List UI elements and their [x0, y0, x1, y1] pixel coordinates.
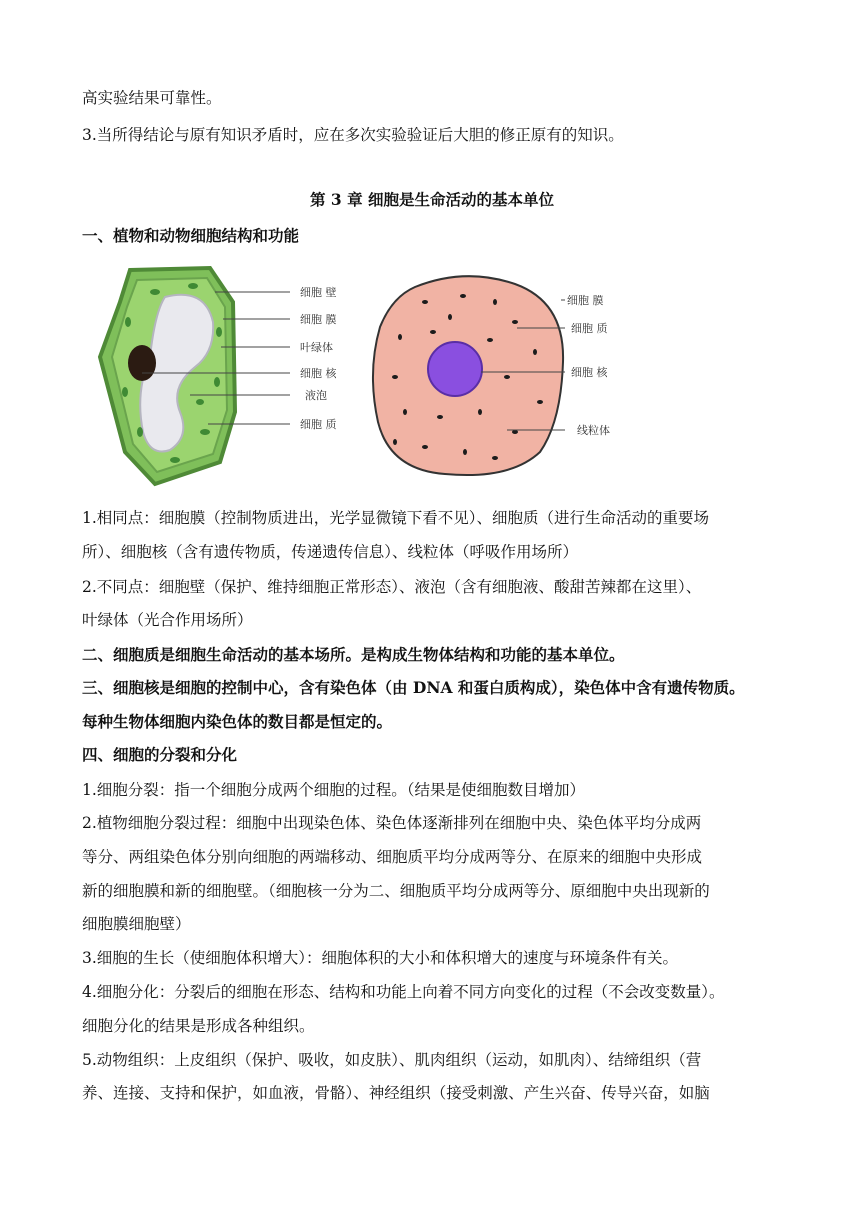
text-line: 养、连接、支持和保护，如血液，骨骼）、神经组织（接受刺激、产生兴奋、传导兴奋，如脑	[82, 1084, 710, 1102]
text-line: 1.相同点：细胞膜（控制物质进出，光学显微镜下看不见）、细胞质（进行生命活动的重要场	[82, 509, 710, 527]
text-line: 5.动物组织：上皮组织（保护、吸收，如皮肤）、肌肉组织（运动，如肌肉）、结缔组织（营	[82, 1051, 702, 1069]
label-nucleus: 细胞 核	[300, 367, 337, 380]
text-line: 4.细胞分化：分裂后的细胞在形态、结构和功能上向着不同方向变化的过程（不会改变数量）。	[82, 983, 725, 1001]
text-line: 所）、细胞核（含有遗传物质，传递遗传信息）、线粒体（呼吸作用场所）	[82, 543, 579, 561]
text-line: 3.细胞的生长（使细胞体积增大）：细胞体积的大小和体积增大的速度与环境条件有关。	[82, 949, 679, 967]
chapter-title: 第 3 章 细胞是生命活动的基本单位	[310, 190, 554, 209]
text-line: 每种生物体细胞内染色体的数目都是恒定的。	[82, 712, 393, 731]
text-line: 高实验结果可靠性。	[82, 89, 222, 107]
text-line: 细胞膜细胞壁）	[82, 915, 191, 933]
label-animal-nucleus: 细胞 核	[571, 366, 608, 379]
cell-structure-figure	[95, 262, 655, 492]
section-heading: 三、细胞核是细胞的控制中心，含有染色体（由 DNA 和蛋白质构成），染色体中含有遗传物质。	[82, 678, 745, 697]
text-line: 2.不同点：细胞壁（保护、维持细胞正常形态）、液泡（含有细胞液、酸甜苦辣都在这里）、	[82, 578, 702, 596]
text-line: 细胞分化的结果是形成各种组织。	[82, 1017, 315, 1035]
section-heading: 四、细胞的分裂和分化	[82, 745, 238, 764]
label-animal-cell-membrane: 细胞 膜	[567, 294, 604, 307]
text-line: 等分、两组染色体分别向细胞的两端移动、细胞质平均分成两等分、在原来的细胞中央形成	[82, 848, 703, 866]
label-cytoplasm: 细胞 质	[300, 418, 337, 431]
label-animal-cytoplasm: 细胞 质	[571, 322, 608, 335]
animal-cell-diagram	[373, 276, 610, 475]
text-line: 叶绿体（光合作用场所）	[82, 611, 253, 629]
label-cell-membrane: 细胞 膜	[300, 313, 337, 326]
text-line: 3.当所得结论与原有知识矛盾时，应在多次实验验证后大胆的修正原有的知识。	[82, 126, 624, 144]
label-cell-wall: 细胞 壁	[300, 286, 337, 299]
label-chloroplast: 叶绿体	[300, 341, 333, 354]
text-line: 新的细胞膜和新的细胞壁。（细胞核一分为二、细胞质平均分成两等分、原细胞中央出现新的	[82, 882, 710, 900]
plant-cell-diagram	[100, 268, 348, 484]
text-line: 1.细胞分裂：指一个细胞分成两个细胞的过程。（结果是使细胞数目增加）	[82, 781, 586, 799]
section-heading: 一、植物和动物细胞结构和功能	[82, 226, 300, 245]
text-line: 2.植物细胞分裂过程：细胞中出现染色体、染色体逐渐排列在细胞中央、染色体平均分成两	[82, 814, 702, 832]
section-heading: 二、细胞质是细胞生命活动的基本场所。是构成生物体结构和功能的基本单位。	[82, 645, 625, 664]
label-mitochondria: 线粒体	[577, 424, 610, 437]
label-vacuole: 液泡	[305, 389, 327, 402]
